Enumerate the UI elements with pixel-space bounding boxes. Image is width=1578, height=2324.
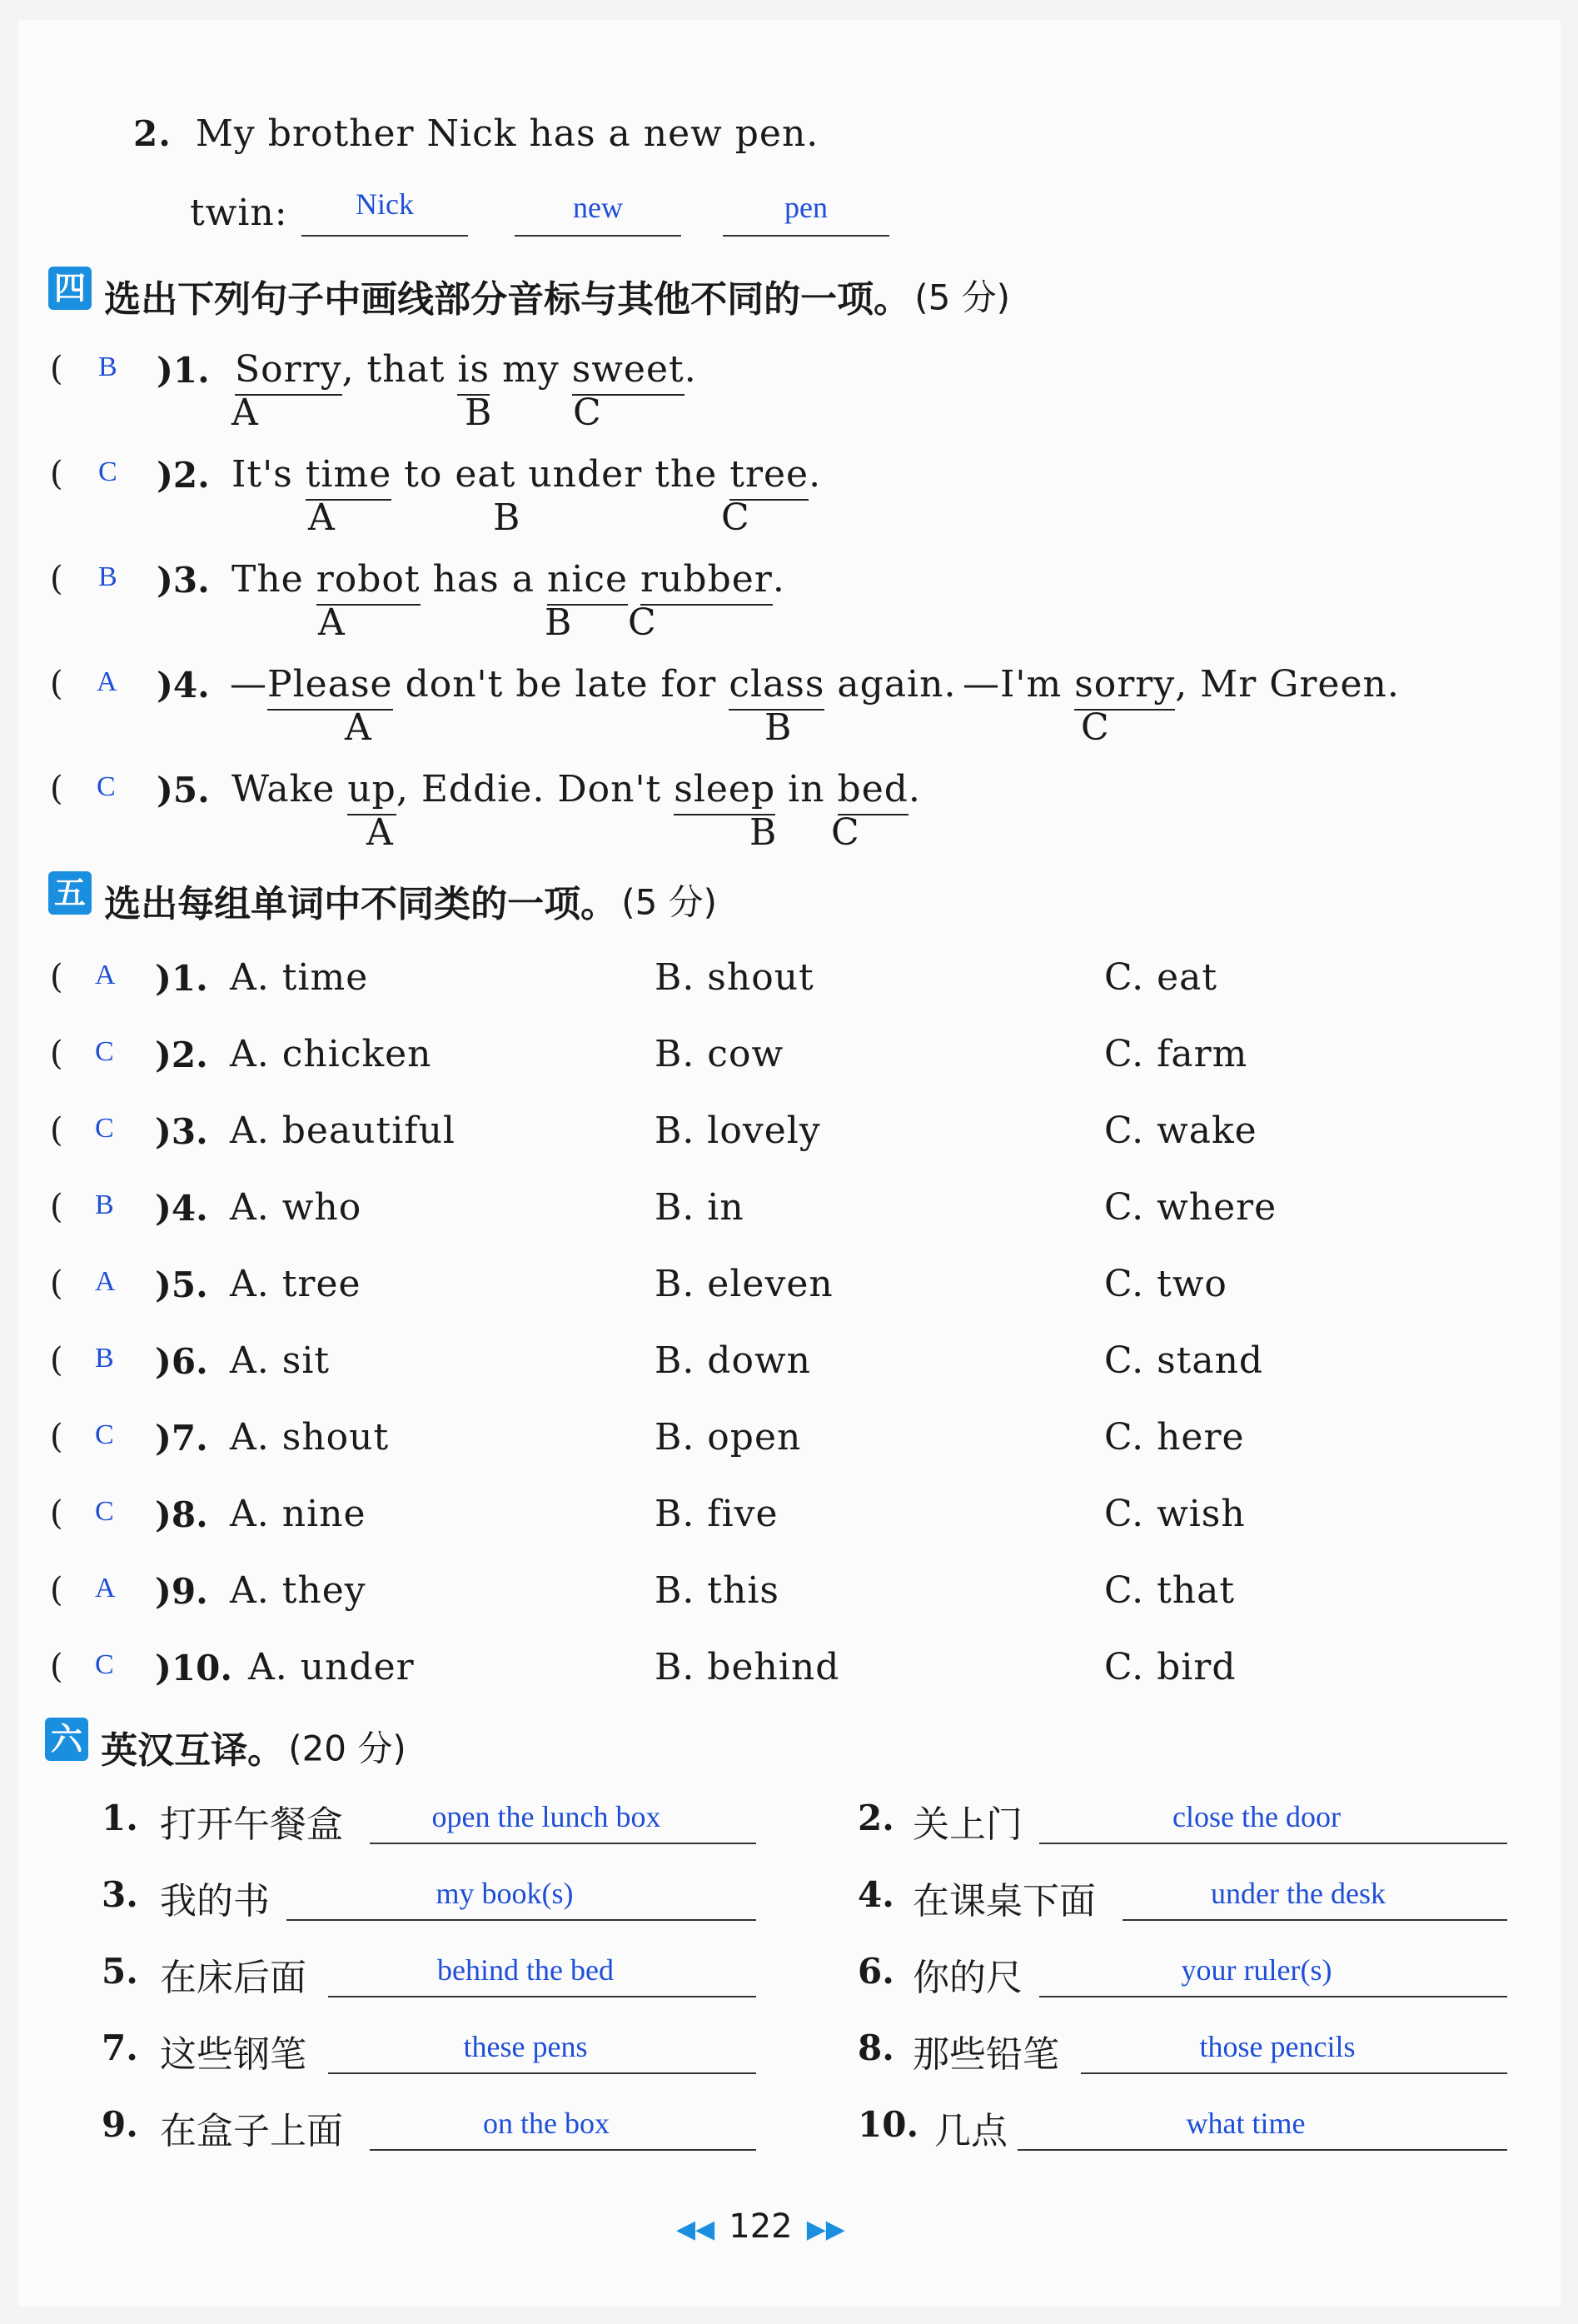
section-title: 选出每组单词中不同类的一项。 [104,882,618,925]
paren-open: ( [50,1571,63,1609]
item-number: )6. [155,1341,208,1382]
option-b: B. eleven [655,1263,834,1305]
item-number: 2. [858,1798,894,1838]
answer-choice: B [95,1189,114,1220]
option-letter-c: C [573,391,601,434]
option-letter-c: C [1081,706,1109,749]
option-a: A. they [230,1569,366,1612]
option-b: B. this [655,1569,779,1612]
section-title: 英汉互译。 [101,1728,285,1772]
paren-open: ( [50,1341,63,1379]
section-score: (5 分) [914,277,1011,318]
translation-answer: those pencils [1199,2030,1356,2063]
answer-line [1018,2149,1507,2151]
answer-line [1081,2072,1507,2074]
option-c: C. stand [1104,1339,1264,1382]
option-b: B. five [655,1493,779,1535]
option-letter-a: A [308,496,335,539]
sentence: Sorry, that is my sweet. [235,348,697,391]
item-number: 4. [858,1874,894,1915]
translation-answer: open the lunch box [431,1800,661,1833]
chinese-phrase: 在盒子上面 [160,2110,343,2152]
option-b: B. lovely [655,1110,821,1152]
answer-choice: C [95,1649,114,1680]
sentence: It's time to eat under the tree. [231,453,822,496]
answer-choice: C [95,1419,114,1450]
option-letter-c: C [831,811,859,854]
translation-answer: under the desk [1211,1877,1386,1910]
chinese-phrase: 打开午餐盒 [160,1803,343,1846]
option-letter-a: A [318,601,345,644]
answer-line [328,2072,756,2074]
answer-choice: C [97,771,116,802]
paren-open: ( [50,958,63,996]
paren-open: ( [50,1648,63,1686]
answer-choice: B [95,1343,114,1374]
item-number: 9. [102,2104,138,2145]
answer-choice: A [95,1573,116,1603]
paren-open: ( [50,1264,63,1303]
paren-open: ( [50,350,63,388]
paren-open: ( [50,1188,63,1226]
option-c: C. wake [1104,1110,1257,1152]
item-number: 5. [102,1951,138,1992]
double-left-triangle-icon: ◀◀ [676,2215,715,2244]
translation-answer: on the box [483,2107,610,2140]
answer-choice: B [98,561,117,592]
paren-open: ( [50,1418,63,1456]
item-number: )2. [157,455,210,496]
option-c: C. that [1104,1569,1236,1612]
answer-line [286,1919,756,1921]
option-letter-b: B [493,496,520,539]
paren-open: ( [50,1035,63,1073]
item-number: )7. [155,1418,208,1459]
item-number: 10. [858,2104,919,2145]
item-number: )4. [157,665,210,706]
translation-answer: what time [1186,2107,1306,2140]
answer-choice: C [95,1496,114,1527]
answer-choice: C [95,1036,114,1067]
translation-answer: your ruler(s) [1181,1953,1332,1987]
option-b: B. in [655,1186,744,1229]
paren-open: ( [50,1494,63,1533]
chinese-phrase: 我的书 [160,1880,270,1923]
answer-choice: C [95,1113,114,1144]
section-5-heading [48,871,717,927]
sentence: —Please don't be late for class again. [230,663,957,706]
option-letter-a: A [366,811,393,854]
option-c: C. here [1104,1416,1245,1459]
chinese-phrase: 那些铅笔 [913,2033,1059,2076]
answer-line [301,235,468,237]
item-number: )5. [157,770,210,810]
item-number: )9. [155,1571,208,1612]
q2-number: 2. [133,113,172,154]
item-number: 6. [858,1951,894,1992]
item-number: 3. [102,1874,138,1915]
paren-open: ( [50,665,63,703]
answer-line [328,1996,756,1997]
chinese-phrase: 关上门 [913,1803,1023,1846]
answer-line [1039,1843,1507,1844]
option-c: C. farm [1104,1033,1248,1075]
section-badge: 六 [45,1718,88,1761]
option-b: B. open [655,1416,802,1459]
option-letter-a: A [231,391,258,434]
answer-line [1123,1919,1507,1921]
chinese-phrase: 在课桌下面 [913,1880,1096,1923]
twin-answer-3: pen [784,191,828,224]
answer-choice: C [98,456,117,487]
sentence: Wake up, Eddie. Don't sleep in bed. [231,768,921,810]
option-a: A. under [248,1646,415,1688]
option-a: A. beautiful [230,1110,455,1152]
option-b: B. down [655,1339,811,1382]
option-letter-c: C [721,496,749,539]
paren-open: ( [50,560,63,598]
answer-line [1039,1996,1507,1997]
option-a: A. who [230,1186,362,1229]
chinese-phrase: 这些钢笔 [160,2033,306,2076]
option-letter-a: A [345,706,371,749]
option-a: A. time [230,956,369,999]
answer-line [370,1843,756,1844]
translation-answer: these pens [463,2030,588,2063]
item-number: )8. [155,1494,208,1535]
option-a: A. nine [230,1493,366,1535]
chinese-phrase: 几点 [934,2110,1008,2152]
item-number: 7. [102,2027,138,2068]
option-b: B. shout [655,956,814,999]
chinese-phrase: 在床后面 [160,1957,306,1999]
answer-line [723,235,889,237]
item-number: )1. [157,350,210,391]
paren-open: ( [50,770,63,808]
item-number: )5. [155,1264,208,1305]
item-number: 1. [102,1798,138,1838]
item-number: )3. [157,560,210,601]
item-number: )10. [155,1648,232,1688]
translation-answer: my book(s) [436,1877,574,1910]
option-letter-b: B [749,811,777,854]
q2-sentence: My brother Nick has a new pen. [195,112,819,155]
option-letter-b: B [764,706,792,749]
option-letter-b: B [465,391,492,434]
answer-line [370,2149,756,2151]
option-c: C. bird [1104,1646,1237,1688]
double-right-triangle-icon: ▶▶ [806,2215,845,2244]
answer-choice: A [97,666,117,697]
option-c: C. where [1104,1186,1277,1229]
item-number: )2. [155,1035,208,1075]
option-b: B. cow [655,1033,784,1075]
page-footer [676,2207,845,2246]
translation-answer: behind the bed [437,1953,614,1987]
item-number: 8. [858,2027,894,2068]
item-number: )3. [155,1111,208,1152]
section-badge: 四 [48,267,92,310]
sentence: The robot has a nice rubber. [231,558,785,601]
option-c: C. eat [1104,956,1218,999]
section-title: 选出下列句子中画线部分音标与其他不同的一项。 [104,277,911,321]
answer-choice: A [95,960,116,990]
section-score: (5 分) [621,881,718,923]
section-badge: 五 [48,871,92,915]
section-6-heading [45,1718,406,1773]
paren-open: ( [50,455,63,493]
option-a: A. sit [230,1339,331,1382]
option-a: A. tree [230,1263,361,1305]
item-number: )1. [155,958,208,999]
option-c: C. wish [1104,1493,1246,1535]
answer-line [515,235,681,237]
option-a: A. shout [230,1416,390,1459]
chinese-phrase: 你的尺 [913,1957,1023,1999]
option-letter-b: B [545,601,572,644]
section-4-heading [48,267,1010,322]
option-b: B. behind [655,1646,840,1688]
section-score: (20 分) [288,1728,406,1769]
q2-line [133,112,819,155]
option-letter-c: C [628,601,656,644]
paren-open: ( [50,1111,63,1150]
twin-answer-1: Nick [356,187,414,221]
option-a: A. chicken [230,1033,432,1075]
translation-answer: close the door [1172,1800,1341,1833]
answer-choice: B [98,352,117,382]
item-number: )4. [155,1188,208,1229]
option-c: C. two [1104,1263,1227,1305]
page-number: 122 [729,2207,793,2246]
answer-choice: A [95,1266,116,1297]
sentence-reply: —I'm sorry, Mr Green. [963,663,1400,706]
twin-answer-2: new [573,191,623,224]
twin-label: twin: [190,192,288,234]
